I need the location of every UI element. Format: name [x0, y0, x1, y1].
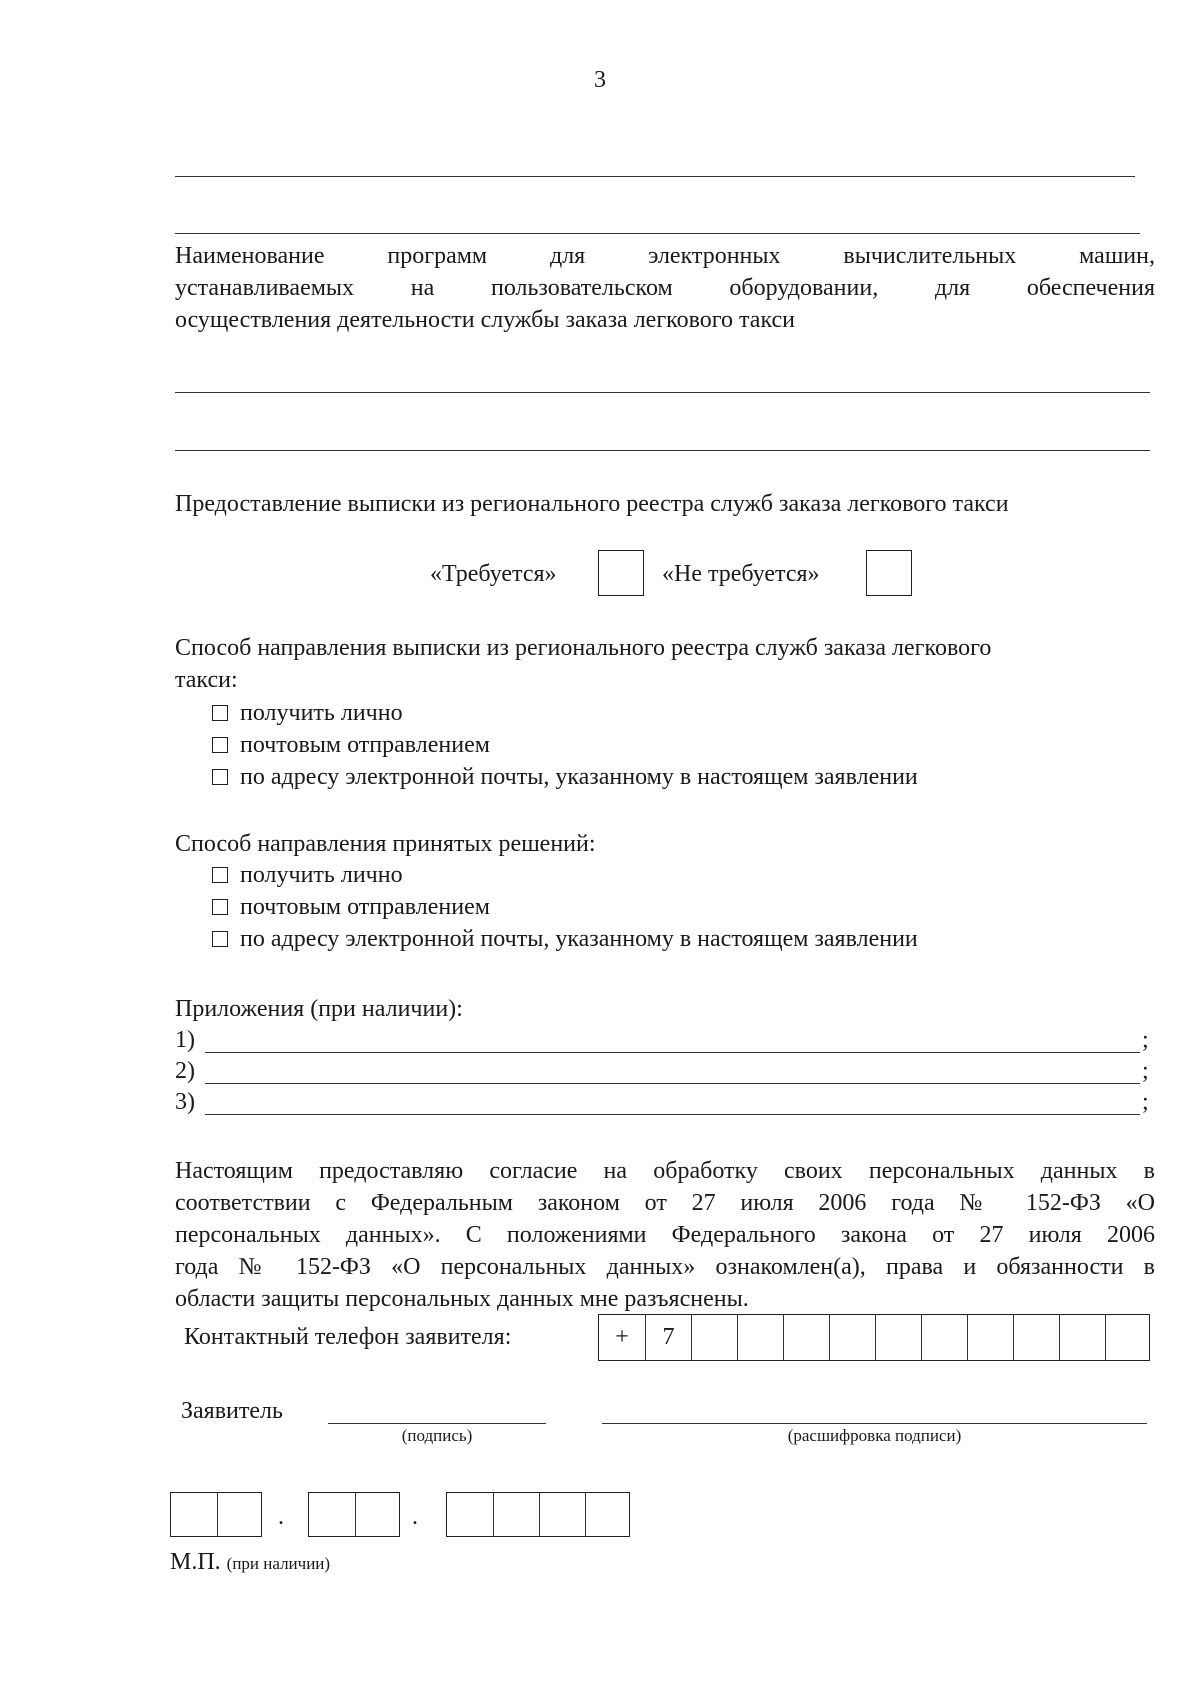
decoding-line[interactable]	[602, 1423, 1147, 1424]
checkbox[interactable]	[212, 899, 228, 915]
phone-input[interactable]	[598, 1314, 1150, 1361]
phone-cell: 7	[645, 1315, 691, 1360]
phone-label: Контактный телефон заявителя:	[184, 1324, 512, 1350]
software-label-line: осуществления деятельности службы заказа легкового такси	[175, 307, 796, 333]
stamp-label: М.П. (при наличии)	[170, 1549, 331, 1575]
extract-request-label: Предоставление выписки из регионального реестра служб заказа легкового такси	[175, 491, 1009, 517]
date-day-input[interactable]	[170, 1492, 262, 1537]
required-checkbox[interactable]	[598, 550, 644, 596]
decision-option[interactable]: почтовым отправлением	[212, 891, 490, 923]
checkbox[interactable]	[212, 705, 228, 721]
attachment-number: 3)	[175, 1089, 195, 1115]
date-month-input[interactable]	[308, 1492, 400, 1537]
date-cell	[355, 1493, 401, 1536]
not-required-checkbox[interactable]	[866, 550, 912, 596]
stamp-note: (при наличии)	[226, 1554, 331, 1573]
date-cell	[585, 1493, 631, 1536]
date-cell	[217, 1493, 263, 1536]
software-label-line: устанавливаемых на пользовательском оборудовании, для обеспечения	[175, 275, 1155, 301]
blank-line[interactable]	[175, 392, 1150, 393]
attachment-end: ;	[1142, 1027, 1149, 1053]
extract-option[interactable]: почтовым отправлением	[212, 729, 490, 761]
blank-line[interactable]	[175, 450, 1150, 451]
phone-cell[interactable]	[1013, 1315, 1059, 1360]
attachment-line[interactable]	[205, 1083, 1140, 1084]
consent-line: года № 152-ФЗ «О персональных данных» ознакомлен(а), права и обязанности в	[175, 1254, 1155, 1280]
consent-line: персональных данных». С положениями Федерального закона от 27 июля 2006	[175, 1222, 1155, 1248]
checkbox[interactable]	[212, 737, 228, 753]
phone-cell[interactable]	[875, 1315, 921, 1360]
attachment-number: 2)	[175, 1058, 195, 1084]
phone-cell[interactable]	[829, 1315, 875, 1360]
phone-cell[interactable]	[691, 1315, 737, 1360]
phone-cell[interactable]	[1059, 1315, 1105, 1360]
phone-cell: +	[615, 1324, 629, 1350]
phone-cell[interactable]	[737, 1315, 783, 1360]
decision-delivery-title: Способ направления принятых решений:	[175, 831, 596, 857]
attachment-line[interactable]	[205, 1052, 1140, 1053]
consent-line: соответствии с Федеральным законом от 27 июля 2006 года № 152-ФЗ «О	[175, 1190, 1155, 1216]
consent-line: области защиты персональных данных мне разъяснены.	[175, 1286, 749, 1312]
phone-cell[interactable]	[1105, 1315, 1151, 1360]
signature-caption: (подпись)	[401, 1426, 473, 1445]
attachments-title: Приложения (при наличии):	[175, 996, 463, 1022]
checkbox[interactable]	[212, 867, 228, 883]
applicant-label: Заявитель	[181, 1398, 283, 1424]
phone-cell[interactable]	[921, 1315, 967, 1360]
signature-line[interactable]	[328, 1423, 546, 1424]
option-required-label: «Требуется»	[430, 561, 557, 587]
extract-option[interactable]: по адресу электронной почты, указанному в настоящем заявлении	[212, 761, 918, 793]
attachment-end: ;	[1142, 1058, 1149, 1084]
extract-delivery-title: Способ направления выписки из регионального реестра служб заказа легкового	[175, 635, 992, 661]
extract-option[interactable]: получить лично	[212, 697, 403, 729]
decoding-caption: (расшифровка подписи)	[787, 1426, 962, 1445]
date-cell	[493, 1493, 539, 1536]
date-year-input[interactable]	[446, 1492, 630, 1537]
option-not-required-label: «Не требуется»	[662, 561, 820, 587]
decision-option[interactable]: по адресу электронной почты, указанному в настоящем заявлении	[212, 923, 918, 955]
date-separator: .	[278, 1504, 284, 1530]
decision-option[interactable]: получить лично	[212, 859, 403, 891]
phone-cell[interactable]	[967, 1315, 1013, 1360]
checkbox[interactable]	[212, 769, 228, 785]
date-cell	[539, 1493, 585, 1536]
attachment-end: ;	[1142, 1089, 1149, 1115]
consent-line: Настоящим предоставляю согласие на обработку своих персональных данных в	[175, 1158, 1155, 1184]
attachment-number: 1)	[175, 1027, 195, 1053]
extract-delivery-title: такси:	[175, 667, 238, 693]
blank-line[interactable]	[175, 176, 1135, 177]
checkbox[interactable]	[212, 931, 228, 947]
attachment-line[interactable]	[205, 1114, 1140, 1115]
software-label-line: Наименование программ для электронных вычислительных машин,	[175, 243, 1155, 269]
blank-line[interactable]	[175, 233, 1140, 234]
date-separator: .	[412, 1504, 418, 1530]
page-number: 3	[594, 67, 606, 93]
phone-cell[interactable]	[783, 1315, 829, 1360]
